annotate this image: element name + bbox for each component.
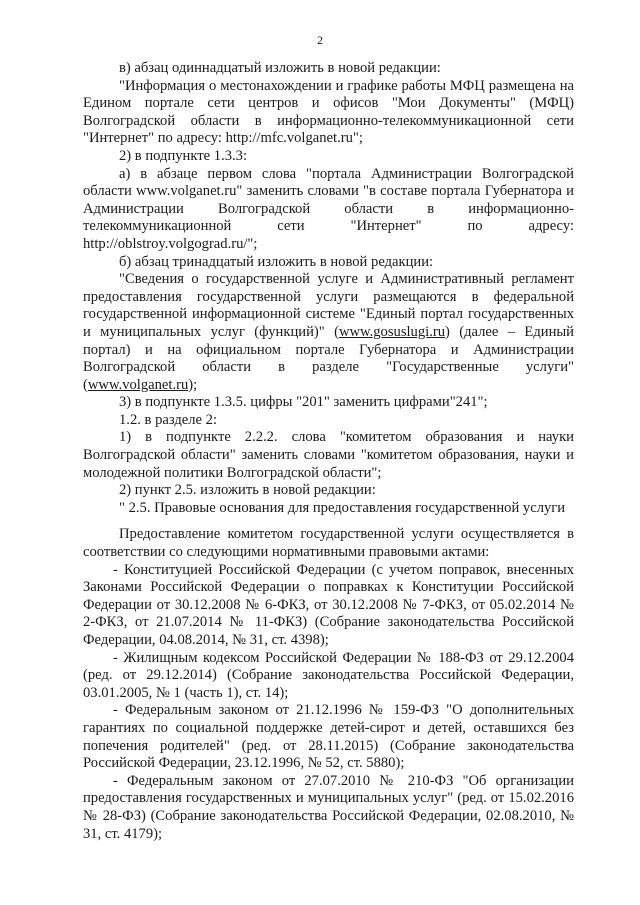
- paragraph-part: );: [188, 376, 198, 393]
- section-heading: " 2.5. Правовые основания для предоставления государственной услуги: [119, 499, 566, 516]
- paragraph-part: ) (далее – Единый портал) и на официальном портале Губернатора и Администрации Волгоградской области в разделе "Государственные услуги" (: [83, 323, 574, 393]
- document-body: [83, 60, 574, 843]
- volganet-link[interactable]: www.volganet.ru: [87, 376, 189, 393]
- paragraph: "Информация о местонахождении и графике работы МФЦ размещена на Едином портале сети центров и офисов "Мои Документы" (МФЦ) Волгоградской области в информационно-телекоммуникационной сети "Интернет" по адресу: http://mfc.volganet.ru";: [83, 77, 574, 147]
- page-number: 2: [317, 33, 323, 47]
- paragraph: 1) в подпункте 2.2.2. слова "комитетом образования и науки Волгоградской области" заменить словами "комитетом образования, науки и молодежной политики Волгоградской области";: [83, 429, 574, 481]
- paragraph-part: "Сведения о государственной услуге и Административный регламент предоставления государственной услуги размещаются в федеральной государственной информационной системе "Единый портал государственных и муниципальных услуг (функций)" (: [83, 271, 574, 340]
- paragraph: 2) в подпункте 1.3.3:: [119, 147, 248, 164]
- paragraph: 2) пункт 2.5. изложить в новой редакции:: [119, 482, 376, 499]
- paragraph-with-links: [83, 271, 574, 394]
- paragraph: б) абзац тринадцатый изложить в новой редакции:: [119, 253, 434, 270]
- paragraph: 3) в подпункте 1.3.5. цифры "201" заменить цифрами"241";: [119, 394, 488, 411]
- paragraph: в) абзац одиннадцатый изложить в новой редакции:: [119, 60, 441, 76]
- list-item: - Федеральным законом от 27.07.2010 № 210-ФЗ "Об организации предоставления государственных и муниципальных услуг" (ред. от 15.02.2016 № 28-ФЗ) (Собрание законодательства Российской Федерации, 02.08.2010, № 31, ст. 4179);: [83, 772, 574, 842]
- list-item: - Федеральным законом от 21.12.1996 № 159-ФЗ "О дополнительных гарантиях по социальной поддержке детей-сирот и детей, оставшихся без попечения родителей" (ред. от 28.11.2015) (Собрание законодательства Российской Федерации, 23.12.1996, № 52, ст. 5880);: [83, 702, 574, 772]
- paragraph: 1.2. в разделе 2:: [119, 411, 218, 428]
- list-item: - Жилищным кодексом Российской Федерации № 188-ФЗ от 29.12.2004 (ред. от 29.12.2014) (Собрание законодательства Российской Федерации, 03.01.2005, № 1 (часть 1), ст. 14);: [83, 649, 574, 701]
- paragraph: а) в абзаце первом слова "портала Администрации Волгоградской области www.volganet.ru" заменить словами "в составе портала Губернатора и Администрации Волгоградской области в информационно-телекоммуникационной сети "Интернет" по адресу: http://oblstroy.volgograd.ru/";: [83, 165, 574, 252]
- list-item: - Конституцией Российской Федерации (с учетом поправок, внесенных Законами Российской Федерации о поправках к Конституции Российской Федерации от 30.12.2008 № 6-ФКЗ, от 30.12.2008 № 7-ФКЗ, от 05.02.2014 № 2-ФКЗ, от 21.07.2014 № 11-ФКЗ) (Собрание законодательства Российской Федерации, 04.08.2014, № 31, ст. 4398);: [83, 561, 574, 648]
- paragraph: Предоставление комитетом государственной услуги осуществляется в соответствии со следующими нормативными правовыми актами:: [83, 526, 574, 561]
- gosuslugi-link[interactable]: www.gosuslugi.ru: [338, 323, 446, 340]
